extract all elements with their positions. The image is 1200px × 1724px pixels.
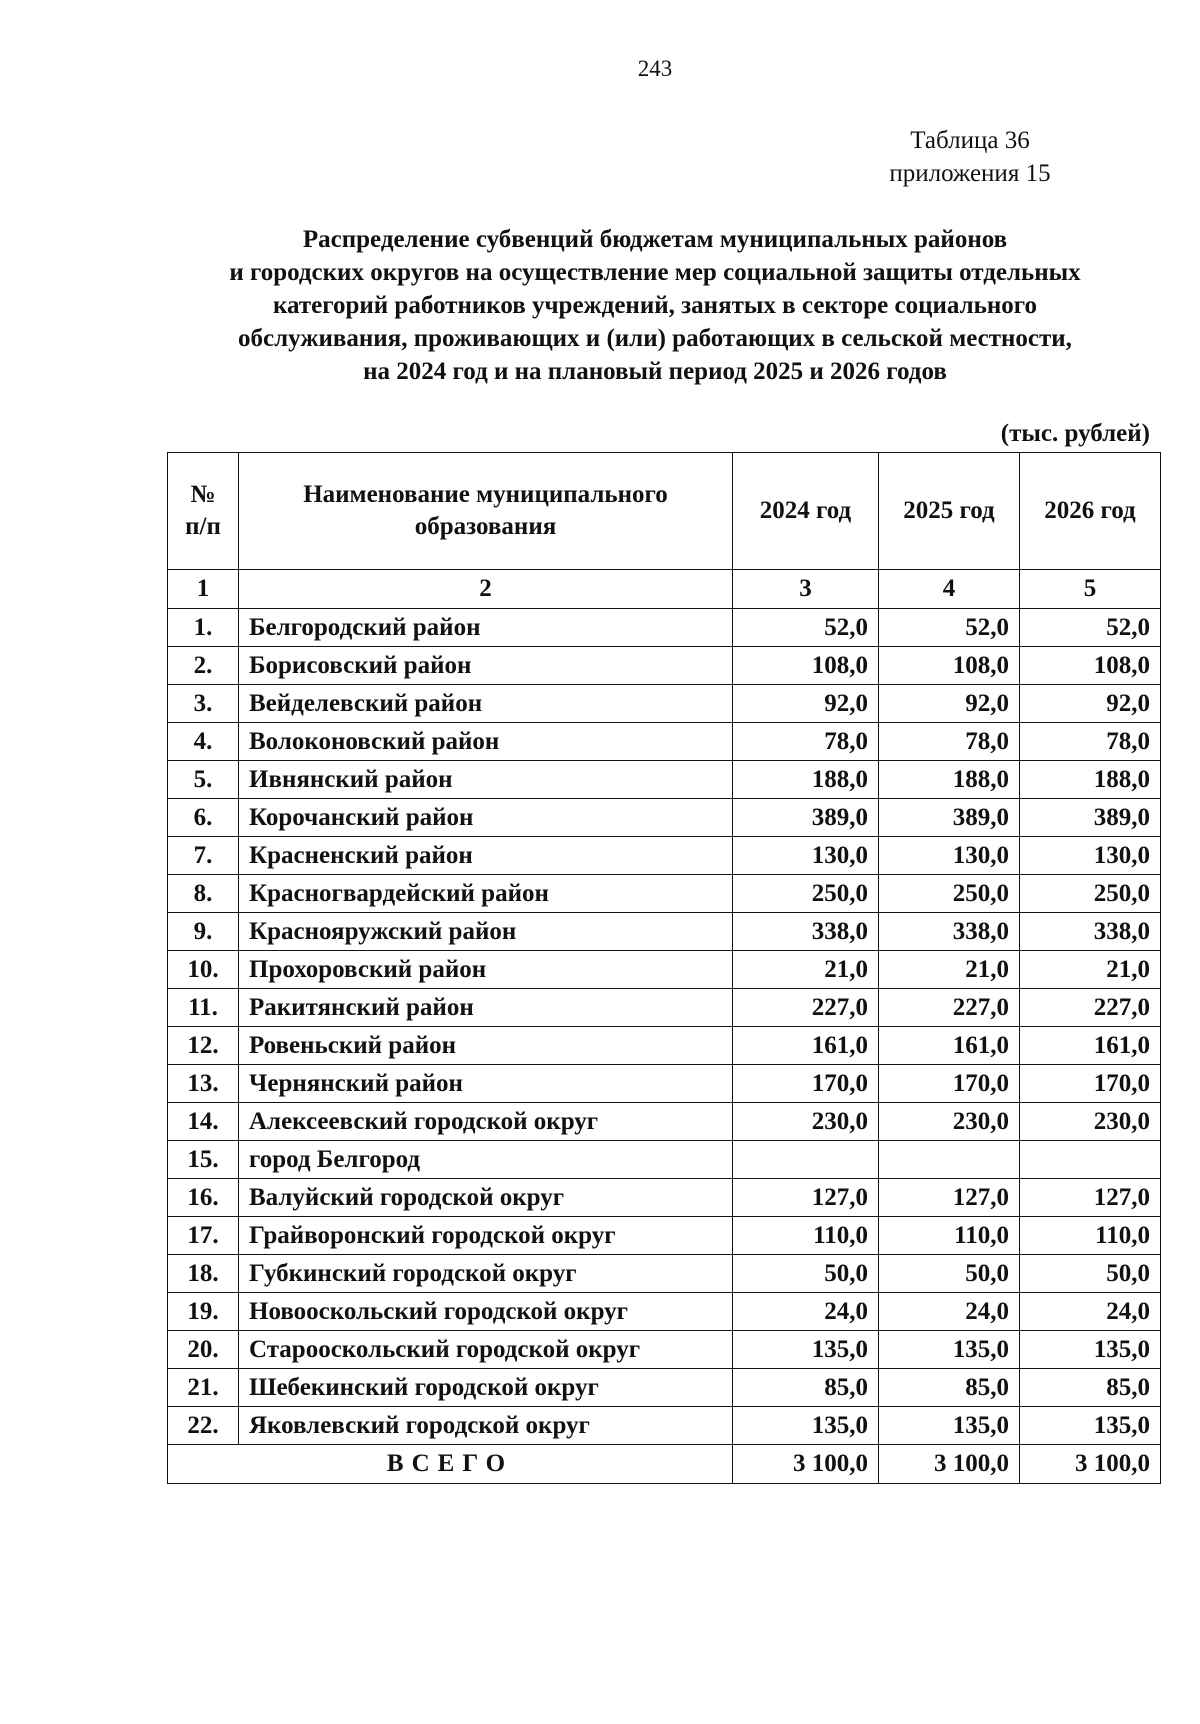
value-2024: 21,0 bbox=[733, 951, 879, 989]
row-number: 13. bbox=[168, 1065, 239, 1103]
table-header bbox=[168, 453, 1161, 570]
municipality-name: Красногвардейский район bbox=[239, 875, 733, 913]
municipality-name: город Белгород bbox=[239, 1141, 733, 1179]
municipality-name: Белгородский район bbox=[239, 609, 733, 647]
value-2024: 135,0 bbox=[733, 1407, 879, 1445]
value-2026: 21,0 bbox=[1020, 951, 1161, 989]
value-2026: 170,0 bbox=[1020, 1065, 1161, 1103]
value-2025: 188,0 bbox=[879, 761, 1020, 799]
value-2026: 92,0 bbox=[1020, 685, 1161, 723]
value-2024: 92,0 bbox=[733, 685, 879, 723]
subvention-table bbox=[167, 452, 1161, 1484]
total-2025: 3 100,0 bbox=[879, 1445, 1020, 1484]
document-title bbox=[120, 223, 1190, 388]
value-2025: 130,0 bbox=[879, 837, 1020, 875]
value-2026: 50,0 bbox=[1020, 1255, 1161, 1293]
table-row bbox=[168, 951, 1161, 989]
table-row bbox=[168, 1369, 1161, 1407]
row-number: 9. bbox=[168, 913, 239, 951]
value-2024: 170,0 bbox=[733, 1065, 879, 1103]
municipality-name: Краснояружский район bbox=[239, 913, 733, 951]
municipality-name: Яковлевский городской округ bbox=[239, 1407, 733, 1445]
value-2024: 227,0 bbox=[733, 989, 879, 1027]
row-number: 16. bbox=[168, 1179, 239, 1217]
value-2025: 389,0 bbox=[879, 799, 1020, 837]
value-2025: 127,0 bbox=[879, 1179, 1020, 1217]
value-2024: 230,0 bbox=[733, 1103, 879, 1141]
value-2025: 135,0 bbox=[879, 1407, 1020, 1445]
value-2026: 135,0 bbox=[1020, 1407, 1161, 1445]
table-row bbox=[168, 1027, 1161, 1065]
row-number: 15. bbox=[168, 1141, 239, 1179]
value-2024: 52,0 bbox=[733, 609, 879, 647]
table-reference bbox=[800, 124, 1140, 190]
value-2025: 24,0 bbox=[879, 1293, 1020, 1331]
column-number: 4 bbox=[879, 570, 1020, 609]
column-number: 3 bbox=[733, 570, 879, 609]
table-row bbox=[168, 913, 1161, 951]
title-line: на 2024 год и на плановый период 2025 и 2026 годов bbox=[363, 358, 947, 385]
municipality-name: Чернянский район bbox=[239, 1065, 733, 1103]
value-2025 bbox=[879, 1141, 1020, 1179]
municipality-name: Грайворонский городской округ bbox=[239, 1217, 733, 1255]
value-2026: 161,0 bbox=[1020, 1027, 1161, 1065]
row-number: 7. bbox=[168, 837, 239, 875]
value-2026: 110,0 bbox=[1020, 1217, 1161, 1255]
value-2026: 227,0 bbox=[1020, 989, 1161, 1027]
units-note: (тыс. рублей) bbox=[1000, 420, 1150, 447]
value-2024: 135,0 bbox=[733, 1331, 879, 1369]
table-row bbox=[168, 837, 1161, 875]
table-reference-line: Таблица 36 bbox=[910, 127, 1030, 154]
column-number-row bbox=[168, 570, 1161, 609]
table-row bbox=[168, 1103, 1161, 1141]
municipality-name: Волоконовский район bbox=[239, 723, 733, 761]
value-2026: 24,0 bbox=[1020, 1293, 1161, 1331]
value-2025: 85,0 bbox=[879, 1369, 1020, 1407]
value-2025: 230,0 bbox=[879, 1103, 1020, 1141]
row-number: 3. bbox=[168, 685, 239, 723]
row-number: 21. bbox=[168, 1369, 239, 1407]
value-2026: 338,0 bbox=[1020, 913, 1161, 951]
value-2024: 161,0 bbox=[733, 1027, 879, 1065]
header-row bbox=[168, 453, 1161, 570]
table-row bbox=[168, 1217, 1161, 1255]
value-2025: 338,0 bbox=[879, 913, 1020, 951]
table-row bbox=[168, 1407, 1161, 1445]
row-number: 20. bbox=[168, 1331, 239, 1369]
municipality-name: Борисовский район bbox=[239, 647, 733, 685]
value-2024: 389,0 bbox=[733, 799, 879, 837]
row-number: 2. bbox=[168, 647, 239, 685]
municipality-name: Новооскольский городской округ bbox=[239, 1293, 733, 1331]
value-2025: 21,0 bbox=[879, 951, 1020, 989]
row-number: 14. bbox=[168, 1103, 239, 1141]
municipality-name: Губкинский городской округ bbox=[239, 1255, 733, 1293]
municipality-name: Старооскольский городской округ bbox=[239, 1331, 733, 1369]
value-2025: 250,0 bbox=[879, 875, 1020, 913]
row-number: 22. bbox=[168, 1407, 239, 1445]
value-2025: 108,0 bbox=[879, 647, 1020, 685]
value-2025: 161,0 bbox=[879, 1027, 1020, 1065]
value-2024: 50,0 bbox=[733, 1255, 879, 1293]
value-2025: 52,0 bbox=[879, 609, 1020, 647]
value-2026: 85,0 bbox=[1020, 1369, 1161, 1407]
value-2024 bbox=[733, 1141, 879, 1179]
table-row bbox=[168, 1255, 1161, 1293]
municipality-name: Алексеевский городской округ bbox=[239, 1103, 733, 1141]
municipality-name: Ровеньский район bbox=[239, 1027, 733, 1065]
value-2024: 78,0 bbox=[733, 723, 879, 761]
title-line: Распределение субвенций бюджетам муниципальных районов bbox=[302, 226, 1008, 253]
municipality-name: Прохоровский район bbox=[239, 951, 733, 989]
row-number: 8. bbox=[168, 875, 239, 913]
value-2024: 188,0 bbox=[733, 761, 879, 799]
value-2026: 250,0 bbox=[1020, 875, 1161, 913]
value-2025: 227,0 bbox=[879, 989, 1020, 1027]
value-2026: 108,0 bbox=[1020, 647, 1161, 685]
total-2024: 3 100,0 bbox=[733, 1445, 879, 1484]
table-row bbox=[168, 1141, 1161, 1179]
value-2024: 85,0 bbox=[733, 1369, 879, 1407]
total-row bbox=[168, 1445, 1161, 1484]
value-2024: 127,0 bbox=[733, 1179, 879, 1217]
column-number: 1 bbox=[168, 570, 239, 609]
value-2026: 130,0 bbox=[1020, 837, 1161, 875]
value-2024: 108,0 bbox=[733, 647, 879, 685]
table-row bbox=[168, 1331, 1161, 1369]
table-row bbox=[168, 799, 1161, 837]
value-2026 bbox=[1020, 1141, 1161, 1179]
value-2025: 50,0 bbox=[879, 1255, 1020, 1293]
header-2025: 2025 год bbox=[879, 453, 1020, 570]
table-body bbox=[168, 570, 1161, 1445]
value-2025: 92,0 bbox=[879, 685, 1020, 723]
municipality-name: Ракитянский район bbox=[239, 989, 733, 1027]
table-row bbox=[168, 685, 1161, 723]
value-2025: 170,0 bbox=[879, 1065, 1020, 1103]
table-row bbox=[168, 875, 1161, 913]
value-2026: 389,0 bbox=[1020, 799, 1161, 837]
value-2025: 78,0 bbox=[879, 723, 1020, 761]
title-line: обслуживания, проживающих и (или) работающих в сельской местности, bbox=[238, 325, 1072, 352]
header-2026: 2026 год bbox=[1020, 453, 1161, 570]
total-2026: 3 100,0 bbox=[1020, 1445, 1161, 1484]
row-number: 11. bbox=[168, 989, 239, 1027]
value-2026: 188,0 bbox=[1020, 761, 1161, 799]
row-number: 10. bbox=[168, 951, 239, 989]
row-number: 6. bbox=[168, 799, 239, 837]
value-2024: 338,0 bbox=[733, 913, 879, 951]
column-number: 2 bbox=[239, 570, 733, 609]
value-2024: 130,0 bbox=[733, 837, 879, 875]
municipality-name: Шебекинский городской округ bbox=[239, 1369, 733, 1407]
row-number: 4. bbox=[168, 723, 239, 761]
header-2024: 2024 год bbox=[733, 453, 879, 570]
table-reference-line: приложения 15 bbox=[889, 160, 1051, 187]
table-row bbox=[168, 723, 1161, 761]
title-line: категорий работников учреждений, занятых в секторе социального bbox=[272, 292, 1038, 319]
row-number: 12. bbox=[168, 1027, 239, 1065]
value-2026: 78,0 bbox=[1020, 723, 1161, 761]
header-num: № п/п bbox=[168, 453, 239, 570]
row-number: 19. bbox=[168, 1293, 239, 1331]
table-row bbox=[168, 609, 1161, 647]
value-2024: 250,0 bbox=[733, 875, 879, 913]
row-number: 5. bbox=[168, 761, 239, 799]
row-number: 17. bbox=[168, 1217, 239, 1255]
value-2024: 24,0 bbox=[733, 1293, 879, 1331]
value-2026: 135,0 bbox=[1020, 1331, 1161, 1369]
table-row bbox=[168, 1065, 1161, 1103]
value-2026: 127,0 bbox=[1020, 1179, 1161, 1217]
value-2026: 52,0 bbox=[1020, 609, 1161, 647]
value-2024: 110,0 bbox=[733, 1217, 879, 1255]
value-2025: 110,0 bbox=[879, 1217, 1020, 1255]
table-row bbox=[168, 647, 1161, 685]
title-line: и городских округов на осуществление мер социальной защиты отдельных bbox=[229, 259, 1081, 286]
table-row bbox=[168, 989, 1161, 1027]
column-number: 5 bbox=[1020, 570, 1161, 609]
header-name: Наименование муниципального образования bbox=[239, 453, 733, 570]
table-row bbox=[168, 1293, 1161, 1331]
municipality-name: Вейделевский район bbox=[239, 685, 733, 723]
municipality-name: Валуйский городской округ bbox=[239, 1179, 733, 1217]
municipality-name: Красненский район bbox=[239, 837, 733, 875]
page-number: 243 bbox=[637, 56, 673, 81]
value-2025: 135,0 bbox=[879, 1331, 1020, 1369]
value-2026: 230,0 bbox=[1020, 1103, 1161, 1141]
table-footer bbox=[168, 1445, 1161, 1484]
total-label: ВСЕГО bbox=[168, 1445, 733, 1484]
row-number: 18. bbox=[168, 1255, 239, 1293]
row-number: 1. bbox=[168, 609, 239, 647]
table-row bbox=[168, 761, 1161, 799]
table-row bbox=[168, 1179, 1161, 1217]
municipality-name: Ивнянский район bbox=[239, 761, 733, 799]
municipality-name: Корочанский район bbox=[239, 799, 733, 837]
